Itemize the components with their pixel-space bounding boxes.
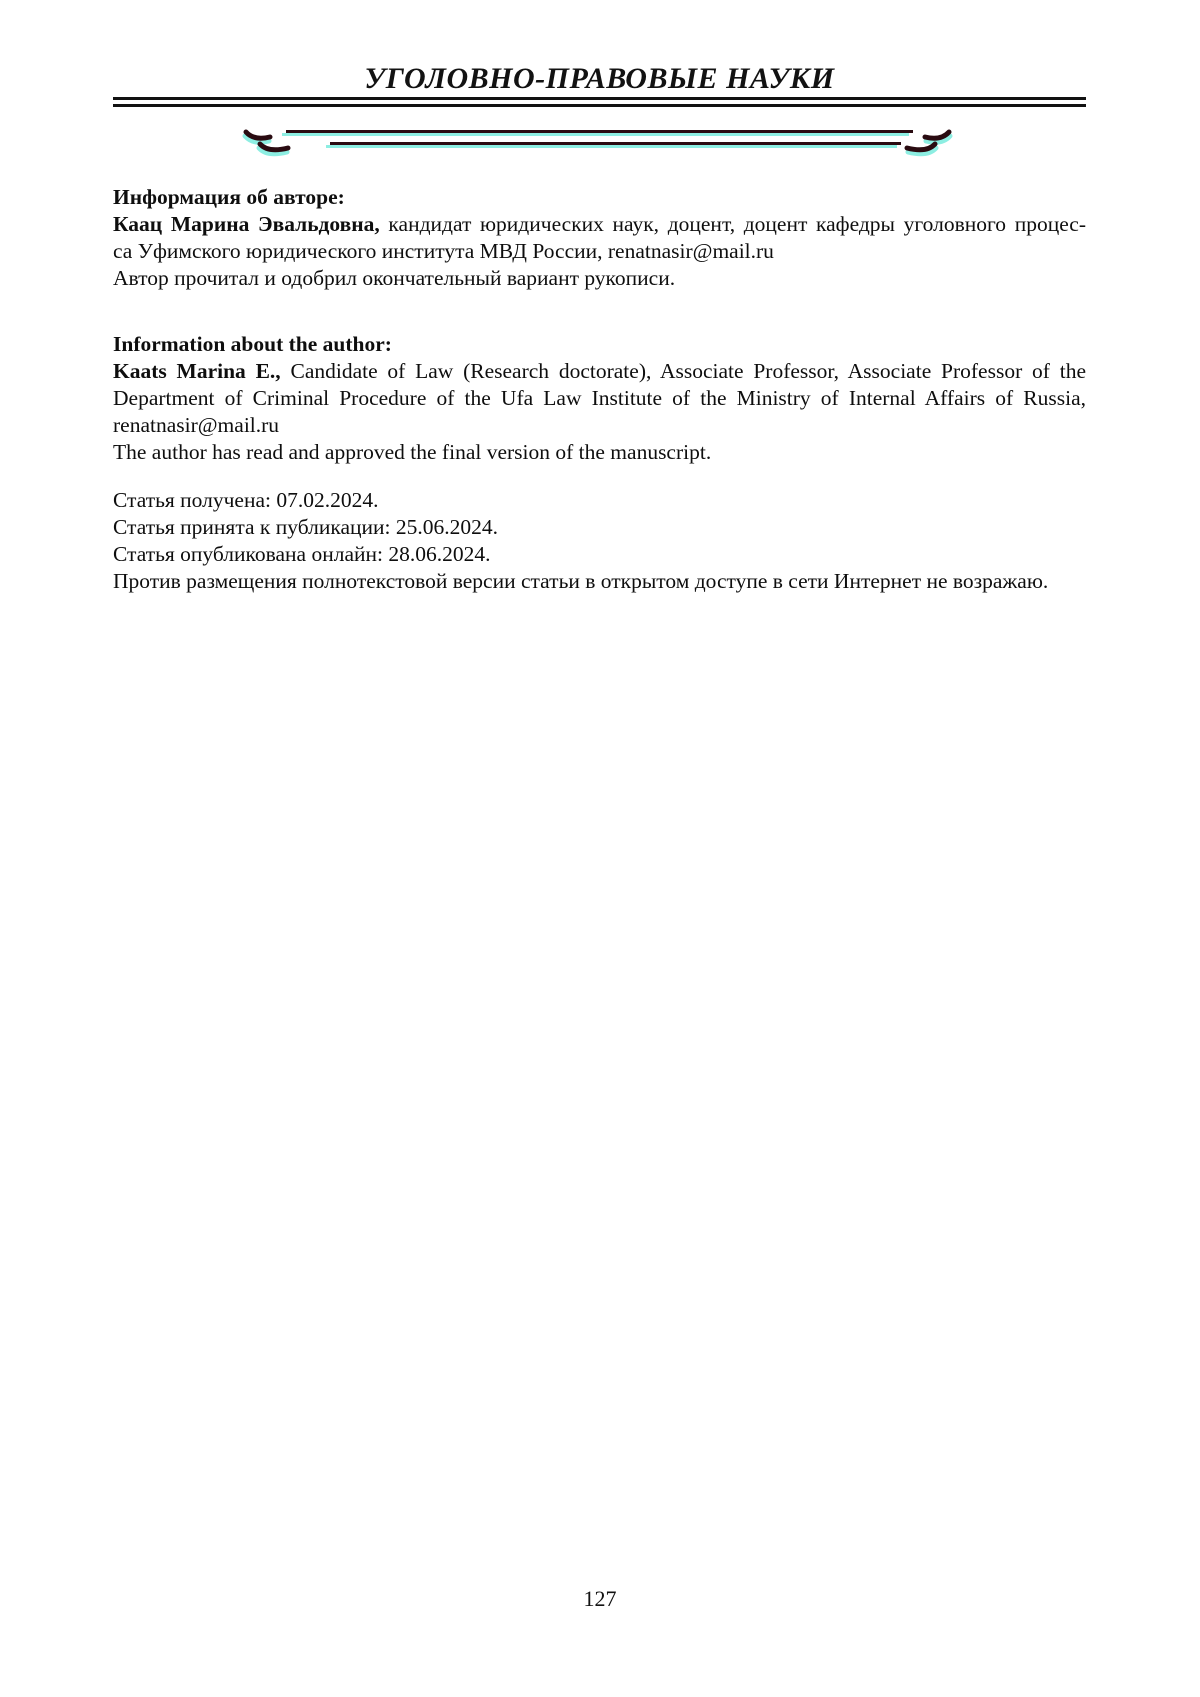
en-author-heading: Information about the author: [113,332,392,356]
article-dates [113,487,1086,595]
divider-curl-right-icon [893,125,955,159]
ru-author-line-1 [113,211,1086,238]
en-author-email: renatnasir@mail.ru [113,413,280,437]
date-accepted: Статья принята к публикации: 25.06.2024. [113,515,498,539]
author-info-ru [113,184,1086,292]
ru-author-line-2: са Уфимского юридического института МВД России, renatnasir@mail.ru [113,239,774,263]
ru-author-heading: Информация об авторе: [113,185,345,209]
ru-author-note: Автор прочитал и одобрил окончательный вариант рукописи. [113,266,676,290]
page-number: 127 [583,1586,617,1611]
en-author-note: The author has read and approved the final version of the manuscript. [113,440,712,464]
en-author-line-2: Department of Criminal Procedure of the Ufa Law Institute of the Ministry of Internal Affairs of Russia, [113,386,1086,410]
section-title: УГОЛОВНО-ПРАВОВЫЕ НАУКИ [364,62,835,95]
open-access-consent: Против размещения полнотекстовой версии статьи в открытом доступе в сети Интернет не возражаю. [113,569,1049,593]
ru-author-name: Каац Марина Эвальдовна, [113,212,380,236]
date-published-online: Статья опубликована онлайн: 28.06.2024. [113,542,491,566]
author-info-en [113,331,1086,466]
divider-top-line-shadow [282,133,909,136]
date-received: Статья получена: 07.02.2024. [113,488,379,512]
decorative-divider [240,125,955,159]
en-author-name: Kaats Marina E., [113,359,281,383]
en-author-line-1 [113,358,1086,385]
divider-bottom-line-shadow [326,145,897,148]
ru-author-line-1-rest: кандидат юридических наук, доцент, доцент кафедры уголовного процес- [379,212,1086,236]
en-author-line-1-rest: Candidate of Law (Research doctorate), Associate Professor, Associate Professor of the [280,359,1086,383]
header-double-rule [113,97,1086,107]
